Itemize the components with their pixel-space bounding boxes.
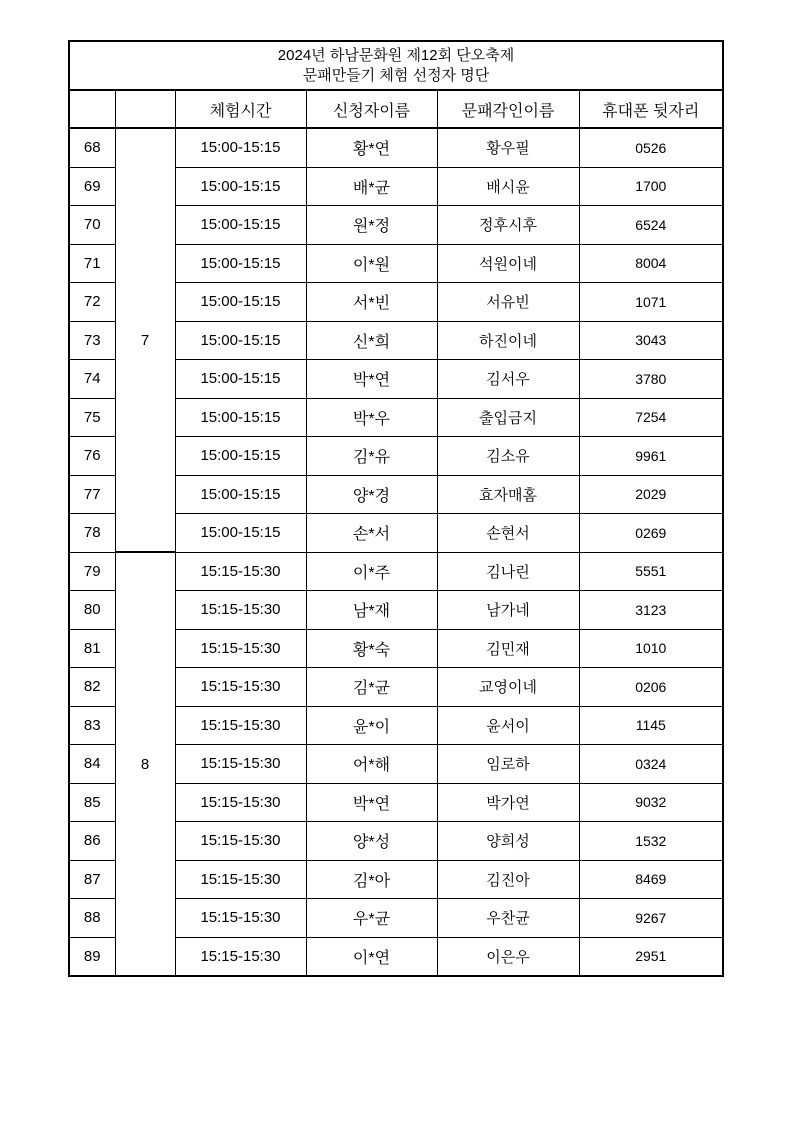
phone-last-digits: 2029 [579, 475, 723, 514]
applicant-name: 손*서 [306, 514, 437, 553]
phone-last-digits: 3123 [579, 591, 723, 630]
plate-name: 효자매홈 [437, 475, 579, 514]
time-slot: 15:00-15:15 [175, 283, 306, 322]
header-phone-last-digits: 휴대폰 뒷자리 [579, 90, 723, 128]
time-slot: 15:00-15:15 [175, 475, 306, 514]
row-number: 79 [69, 552, 115, 591]
time-slot: 15:15-15:30 [175, 668, 306, 707]
time-slot: 15:15-15:30 [175, 783, 306, 822]
applicant-name: 양*경 [306, 475, 437, 514]
phone-last-digits: 0269 [579, 514, 723, 553]
row-number: 81 [69, 629, 115, 668]
phone-last-digits: 1145 [579, 706, 723, 745]
plate-name: 김서우 [437, 360, 579, 399]
group-number: 7 [115, 128, 175, 552]
row-number: 88 [69, 899, 115, 938]
row-number: 72 [69, 283, 115, 322]
time-slot: 15:15-15:30 [175, 629, 306, 668]
row-number: 75 [69, 398, 115, 437]
row-number: 74 [69, 360, 115, 399]
applicant-name: 원*정 [306, 206, 437, 245]
applicant-name: 양*성 [306, 822, 437, 861]
applicant-name: 황*연 [306, 128, 437, 167]
time-slot: 15:15-15:30 [175, 937, 306, 976]
row-number: 71 [69, 244, 115, 283]
time-slot: 15:00-15:15 [175, 398, 306, 437]
row-number: 83 [69, 706, 115, 745]
row-number: 76 [69, 437, 115, 476]
header-time: 체험시간 [175, 90, 306, 128]
phone-last-digits: 6524 [579, 206, 723, 245]
plate-name: 석원이네 [437, 244, 579, 283]
plate-name: 이은우 [437, 937, 579, 976]
time-slot: 15:00-15:15 [175, 321, 306, 360]
time-slot: 15:15-15:30 [175, 860, 306, 899]
header-row [69, 90, 723, 128]
header-applicant-name: 신청자이름 [306, 90, 437, 128]
header-number [69, 90, 115, 128]
phone-last-digits: 0526 [579, 128, 723, 167]
phone-last-digits: 0324 [579, 745, 723, 784]
time-slot: 15:15-15:30 [175, 706, 306, 745]
phone-last-digits: 1700 [579, 167, 723, 206]
plate-name: 김진아 [437, 860, 579, 899]
table-row [69, 552, 723, 591]
row-number: 87 [69, 860, 115, 899]
row-number: 78 [69, 514, 115, 553]
time-slot: 15:00-15:15 [175, 167, 306, 206]
phone-last-digits: 3043 [579, 321, 723, 360]
phone-last-digits: 9961 [579, 437, 723, 476]
phone-last-digits: 8004 [579, 244, 723, 283]
applicant-name: 윤*이 [306, 706, 437, 745]
row-number: 85 [69, 783, 115, 822]
plate-name: 배시윤 [437, 167, 579, 206]
applicant-name: 남*재 [306, 591, 437, 630]
roster-table [68, 40, 724, 977]
row-number: 82 [69, 668, 115, 707]
applicant-name: 어*해 [306, 745, 437, 784]
title-line-2: 문패만들기 체험 선정자 명단 [302, 66, 490, 84]
plate-name: 김소유 [437, 437, 579, 476]
roster-body [69, 128, 723, 976]
header-plate-name: 문패각인이름 [437, 90, 579, 128]
title-line-1: 2024년 하남문화원 제12회 단오축제 [277, 46, 515, 64]
applicant-name: 박*연 [306, 783, 437, 822]
row-number: 77 [69, 475, 115, 514]
applicant-name: 이*주 [306, 552, 437, 591]
time-slot: 15:00-15:15 [175, 360, 306, 399]
time-slot: 15:15-15:30 [175, 822, 306, 861]
applicant-name: 서*빈 [306, 283, 437, 322]
phone-last-digits: 2951 [579, 937, 723, 976]
phone-last-digits: 1071 [579, 283, 723, 322]
applicant-name: 이*연 [306, 937, 437, 976]
phone-last-digits: 0206 [579, 668, 723, 707]
phone-last-digits: 9267 [579, 899, 723, 938]
plate-name: 김민재 [437, 629, 579, 668]
phone-last-digits: 3780 [579, 360, 723, 399]
time-slot: 15:15-15:30 [175, 552, 306, 591]
plate-name: 박가연 [437, 783, 579, 822]
applicant-name: 배*균 [306, 167, 437, 206]
plate-name: 하진이네 [437, 321, 579, 360]
plate-name: 황우필 [437, 128, 579, 167]
applicant-name: 신*희 [306, 321, 437, 360]
applicant-name: 박*연 [306, 360, 437, 399]
time-slot: 15:00-15:15 [175, 437, 306, 476]
time-slot: 15:00-15:15 [175, 244, 306, 283]
plate-name: 김나린 [437, 552, 579, 591]
applicant-name: 우*균 [306, 899, 437, 938]
table-title [69, 41, 723, 90]
applicant-name: 김*유 [306, 437, 437, 476]
row-number: 86 [69, 822, 115, 861]
row-number: 80 [69, 591, 115, 630]
time-slot: 15:00-15:15 [175, 514, 306, 553]
phone-last-digits: 8469 [579, 860, 723, 899]
time-slot: 15:15-15:30 [175, 899, 306, 938]
applicant-name: 이*원 [306, 244, 437, 283]
phone-last-digits: 7254 [579, 398, 723, 437]
applicant-name: 김*균 [306, 668, 437, 707]
row-number: 89 [69, 937, 115, 976]
plate-name: 정후시후 [437, 206, 579, 245]
row-number: 69 [69, 167, 115, 206]
phone-last-digits: 1532 [579, 822, 723, 861]
applicant-name: 황*숙 [306, 629, 437, 668]
plate-name: 양희성 [437, 822, 579, 861]
row-number: 84 [69, 745, 115, 784]
plate-name: 교영이네 [437, 668, 579, 707]
time-slot: 15:15-15:30 [175, 591, 306, 630]
phone-last-digits: 9032 [579, 783, 723, 822]
plate-name: 손현서 [437, 514, 579, 553]
plate-name: 임로하 [437, 745, 579, 784]
group-number: 8 [115, 552, 175, 976]
applicant-name: 김*아 [306, 860, 437, 899]
phone-last-digits: 1010 [579, 629, 723, 668]
row-number: 73 [69, 321, 115, 360]
table-row [69, 128, 723, 167]
time-slot: 15:00-15:15 [175, 206, 306, 245]
plate-name: 우찬균 [437, 899, 579, 938]
plate-name: 출입금지 [437, 398, 579, 437]
time-slot: 15:15-15:30 [175, 745, 306, 784]
plate-name: 윤서이 [437, 706, 579, 745]
header-group [115, 90, 175, 128]
row-number: 70 [69, 206, 115, 245]
applicant-name: 박*우 [306, 398, 437, 437]
plate-name: 남가네 [437, 591, 579, 630]
row-number: 68 [69, 128, 115, 167]
time-slot: 15:00-15:15 [175, 128, 306, 167]
phone-last-digits: 5551 [579, 552, 723, 591]
plate-name: 서유빈 [437, 283, 579, 322]
